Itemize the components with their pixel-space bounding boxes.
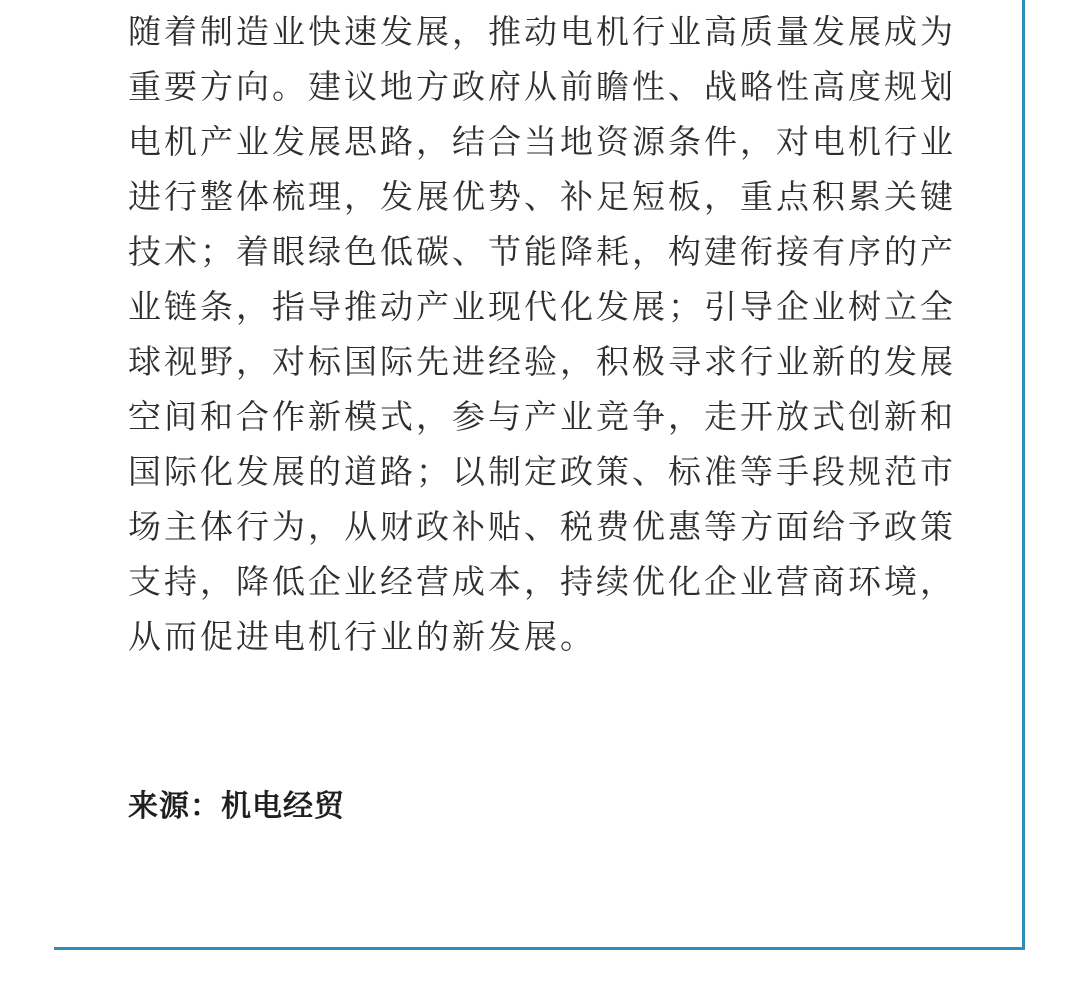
frame-bottom-border bbox=[54, 947, 1025, 950]
article-paragraph: 随着制造业快速发展，推动电机行业高质量发展成为重要方向。建议地方政府从前瞻性、战略性高度规划电机产业发展思路，结合当地资源条件，对电机行业进行整体梳理，发展优势、补足短板，重点积累关键技术；着眼绿色低碳、节能降耗，构建衔接有序的产业链条，指导推动产业现代化发展；引导企业树立全球视野，对标国际先进经验，积极寻求行业新的发展空间和合作新模式，参与产业竞争，走开放式创新和国际化发展的道路；以制定政策、标准等手段规范市场主体行为，从财政补贴、税费优惠等方面给予政策支持，降低企业经营成本，持续优化企业营商环境，从而促进电机行业的新发展。 bbox=[128, 12, 956, 656]
article-source: 来源：机电经贸 bbox=[128, 789, 345, 824]
frame-right-border bbox=[1022, 0, 1025, 950]
